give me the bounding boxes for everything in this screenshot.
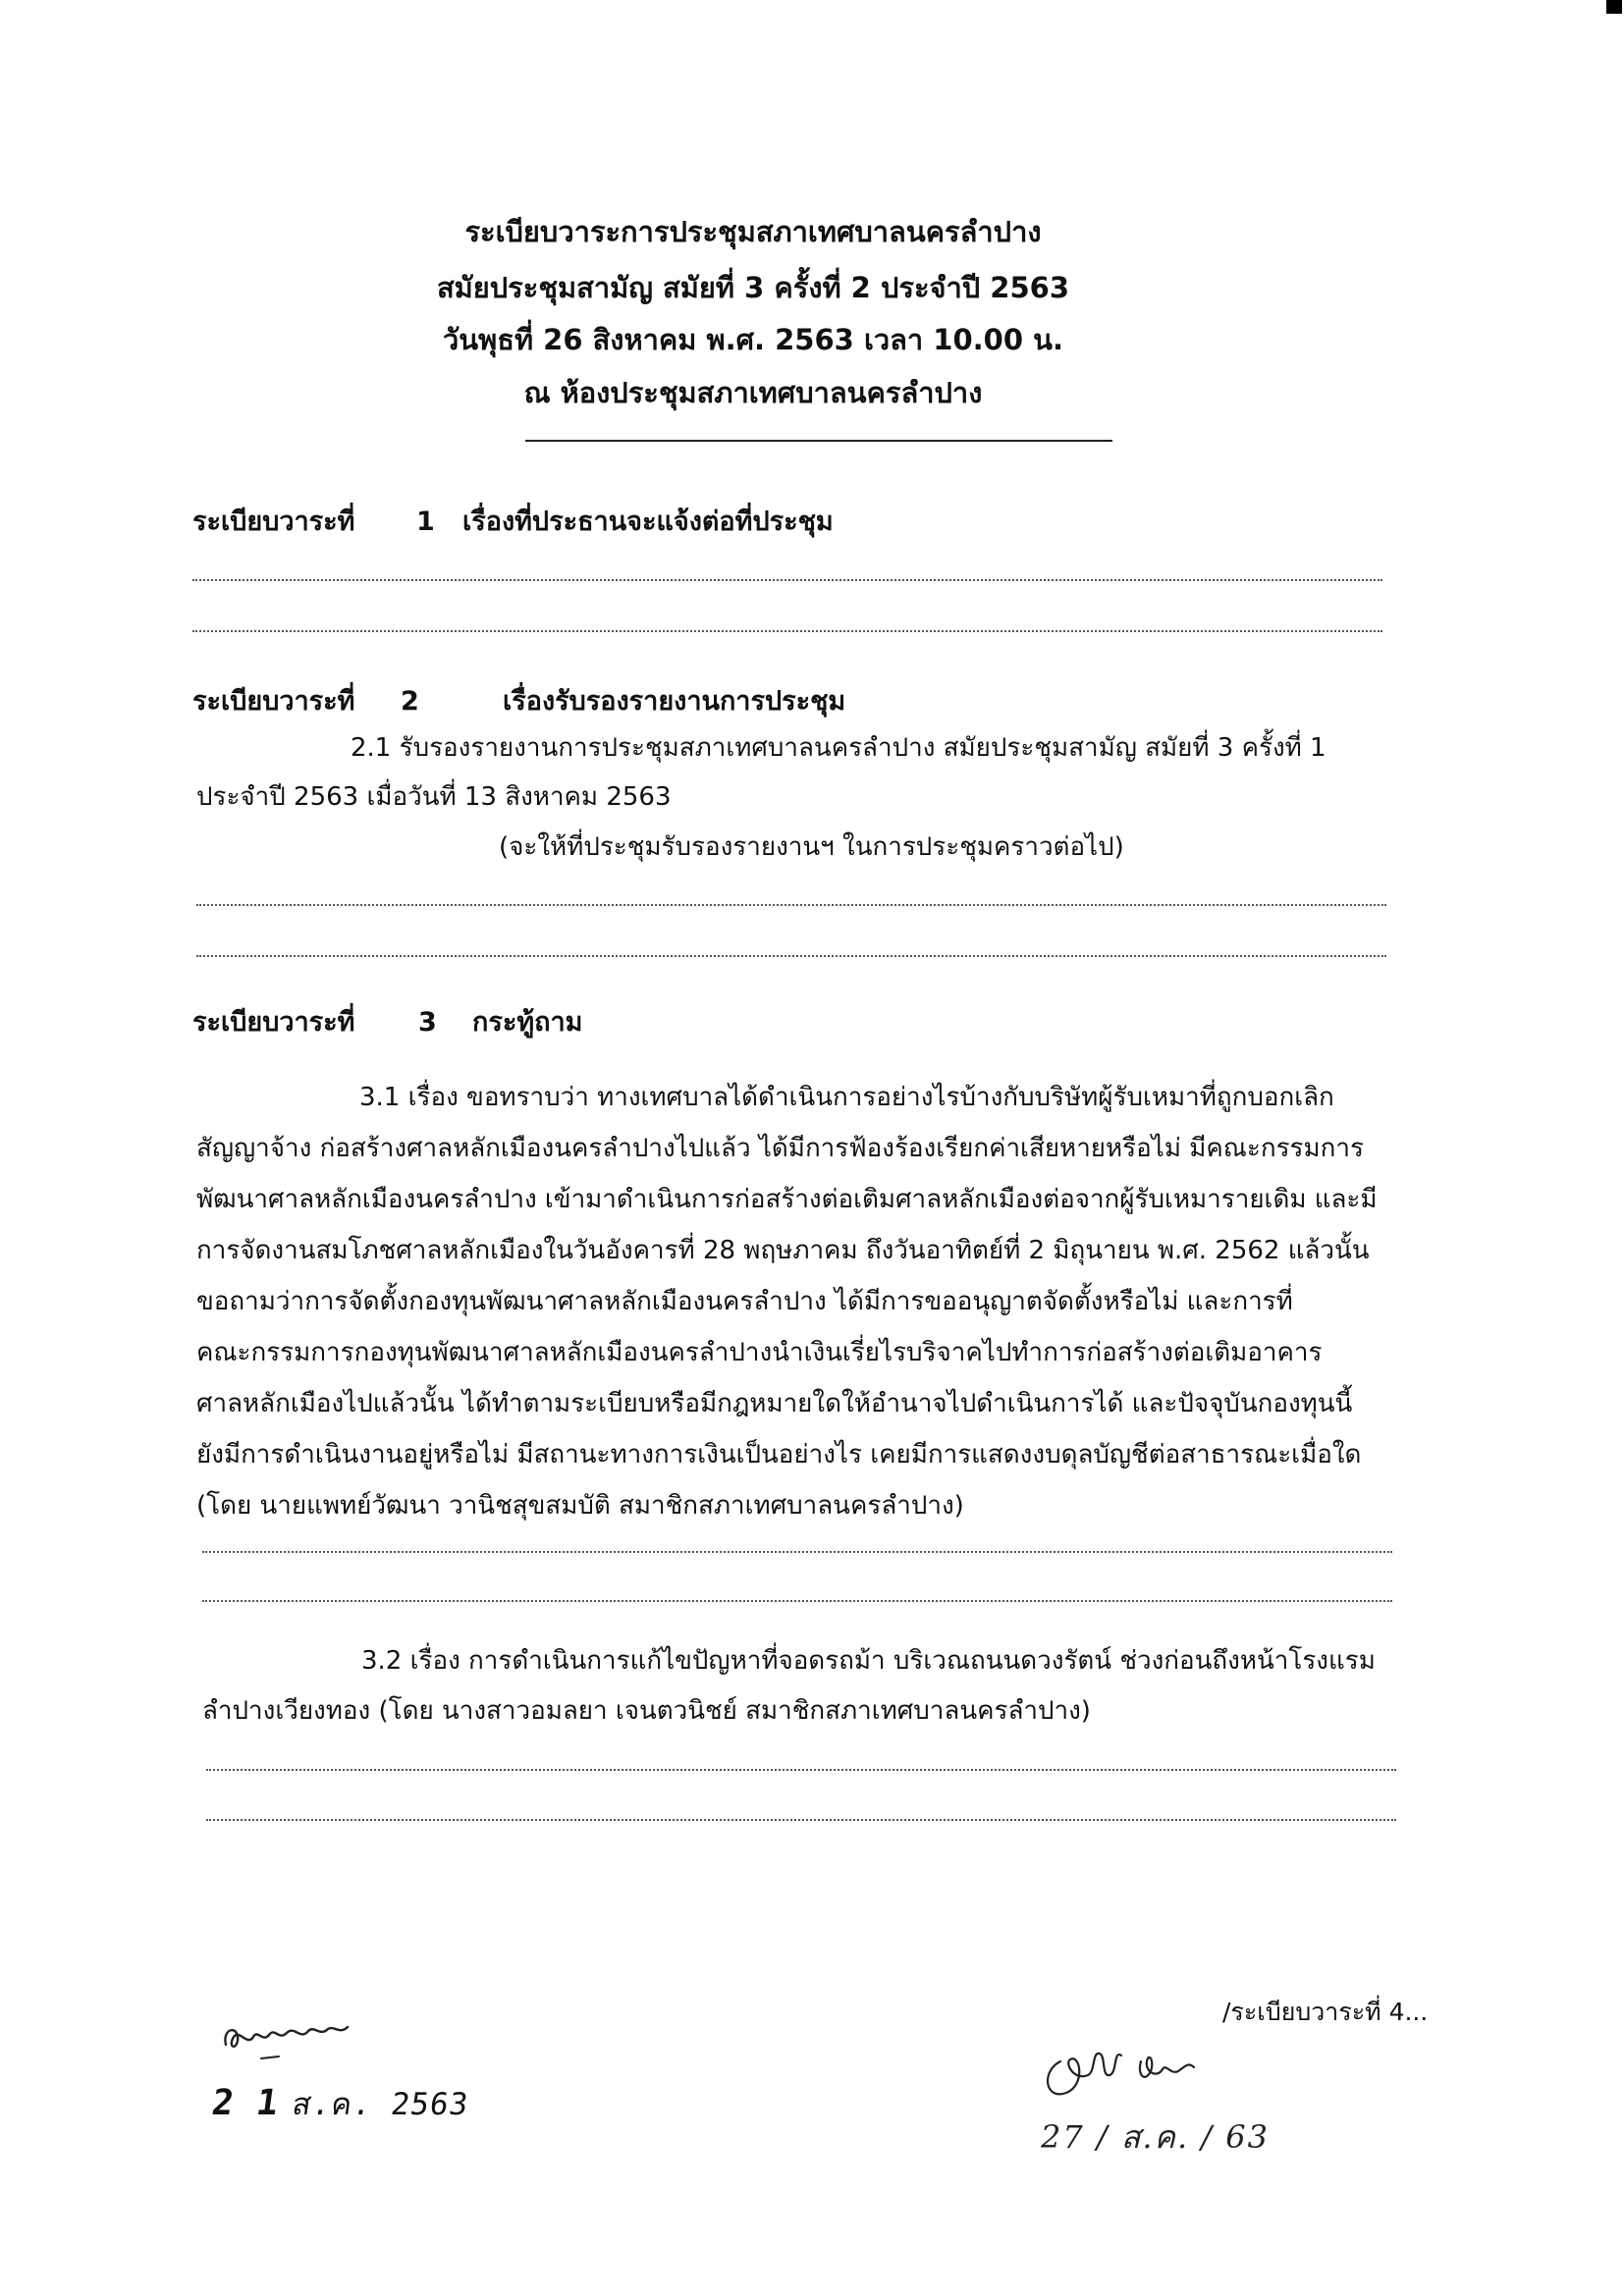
agenda-2-note: (จะให้ที่ประชุมรับรองรายงานฯ ในการประชุมคราวต่อไป) — [499, 832, 1124, 862]
answer-dotted-line — [202, 1600, 1392, 1602]
header-venue: ณ ห้องประชุมสภาเทศบาลนครลำปาง — [523, 376, 983, 409]
answer-dotted-line — [206, 1769, 1396, 1771]
header-session: สมัยประชุมสามัญ สมัยที่ 3 ครั้งที่ 2 ประจำปี 2563 — [436, 271, 1070, 304]
question-3-2-line: ลำปางเวียงทอง (โดย นางสาวอมลยา เจนตวนิชย์ สมาชิกสภาเทศบาลนครลำปาง) — [202, 1696, 1091, 1726]
answer-dotted-line — [192, 579, 1382, 581]
agenda-3-heading: ระเบียบวาระที่ 3 กระทู้ถาม — [192, 1007, 583, 1038]
signature — [1031, 2032, 1227, 2110]
question-3-1-line: ยังมีการดำเนินงานอยู่หรือไม่ มีสถานะทางการเงินเป็นอย่างไร เคยมีการแสดงงบดุลบัญชีต่อสาธารณะเมื่อใด — [196, 1440, 1362, 1469]
question-3-2-line: 3.2 เรื่อง การดำเนินการแก้ไขปัญหาที่จอดรถม้า บริเวณถนนดวงรัตน์ ช่วงก่อนถึงหน้าโรงแรม — [361, 1646, 1376, 1676]
question-3-1-line: ศาลหลักเมืองไปแล้วนั้น ได้ทำตามระเบียบหรือมีกฎหมายใดให้อำนาจไปดำเนินการได้ และปัจจุบันกองทุนนี้ — [196, 1389, 1353, 1418]
received-stamp-date: 2 1 ส.ค. 2563 — [209, 2083, 471, 2123]
header-divider — [525, 440, 1112, 442]
answer-dotted-line — [196, 904, 1386, 906]
header-title: ระเบียบวาระการประชุมสภาเทศบาลนครลำปาง — [464, 215, 1042, 248]
question-3-1-line: สัญญาจ้าง ก่อสร้างศาลหลักเมืองนครลำปางไปแล้ว ได้มีการฟ้องร้องเรียกค่าเสียหายหรือไม่ มีคณะกรรมการ — [196, 1134, 1364, 1163]
question-3-1-line: ขอถามว่าการจัดตั้งกองทุนพัฒนาศาลหลักเมืองนครลำปาง ได้มีการขออนุญาตจัดตั้งหรือไม่ และการที่ — [196, 1287, 1293, 1316]
agenda-1-heading: ระเบียบวาระที่ 1 เรื่องที่ประธานจะแจ้งต่อที่ประชุม — [192, 507, 834, 537]
question-3-1-line: 3.1 เรื่อง ขอทราบว่า ทางเทศบาลได้ดำเนินการอย่างไรบ้างกับบริษัทผู้รับเหมาที่ถูกบอกเลิก — [359, 1083, 1334, 1112]
answer-dotted-line — [206, 1819, 1396, 1821]
handwritten-initials — [218, 2007, 365, 2066]
question-3-1-line: (โดย นายแพทย์วัฒนา วานิชสุขสมบัติ สมาชิกสภาเทศบาลนครลำปาง) — [196, 1491, 964, 1521]
answer-dotted-line — [196, 955, 1386, 957]
agenda-2-item-line: 2.1 รับรองรายงานการประชุมสภาเทศบาลนครลำปาง สมัยประชุมสามัญ สมัยที่ 3 ครั้งที่ 1 — [351, 733, 1326, 763]
handwritten-date: 27 / ส.ค. / 63 — [1041, 2118, 1270, 2156]
scan-corner-mark — [1606, 0, 1622, 14]
question-3-1-line: พัฒนาศาลหลักเมืองนครลำปาง เข้ามาดำเนินการก่อสร้างต่อเติมศาลหลักเมืองต่อจากผู้รับเหมารายเดิม และมี — [196, 1185, 1378, 1214]
agenda-2-heading: ระเบียบวาระที่ 2 เรื่องรับรองรายงานการประชุม — [192, 686, 846, 717]
answer-dotted-line — [202, 1551, 1392, 1553]
next-page-reference: /ระเบียบวาระที่ 4... — [1222, 1998, 1429, 2026]
answer-dotted-line — [192, 630, 1382, 632]
header-date-time: วันพุธที่ 26 สิงหาคม พ.ศ. 2563 เวลา 10.00 น. — [443, 323, 1063, 356]
question-3-1-line: การจัดงานสมโภชศาลหลักเมืองในวันอังคารที่ 28 พฤษภาคม ถึงวันอาทิตย์ที่ 2 มิถุนายน พ.ศ. 2562 แล้วนั้น — [196, 1236, 1370, 1265]
agenda-2-item-line: ประจำปี 2563 เมื่อวันที่ 13 สิงหาคม 2563 — [196, 782, 672, 812]
question-3-1-line: คณะกรรมการกองทุนพัฒนาศาลหลักเมืองนครลำปางนำเงินเรี่ยไรบริจาคไปทำการก่อสร้างต่อเติมอาคาร — [196, 1338, 1323, 1367]
